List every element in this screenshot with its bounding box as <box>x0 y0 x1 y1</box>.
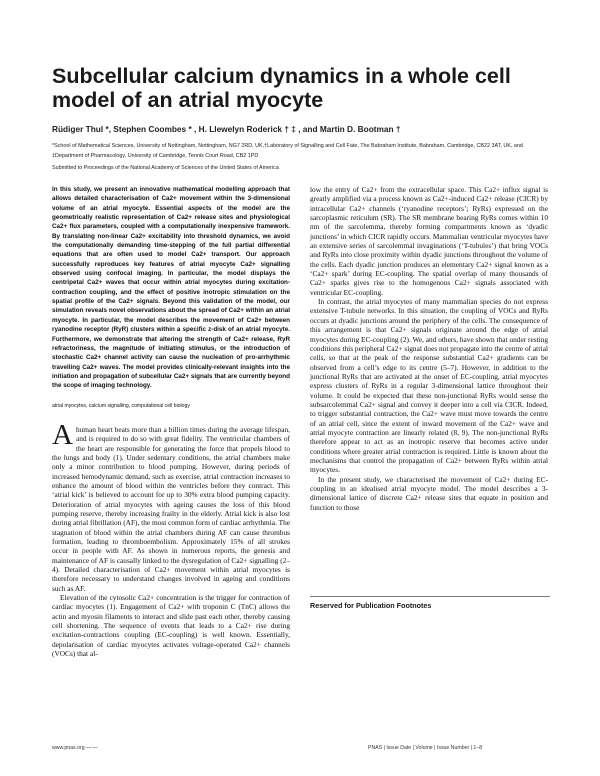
author-list: Rüdiger Thul *, Stephen Coombes * , H. Llewelyn Roderick † ‡ , and Martin D. Bootman † <box>52 124 401 134</box>
footer-right: PNAS | Issue Date | Volume | Issue Number | 1–8 <box>368 745 483 751</box>
abstract: In this study, we present an innovative mathematical modelling approach that allows detailed characterisation of Ca2+ movement within the 3-dimensional volume of an atrial myocyte. Essential aspects of the model are the geometrically realistic representation of Ca2+ release sites and physiological Ca2+ flux parameters, coupled with a computationally inexpensive framework. By translating non-linear Ca2+ excitability into threshold dynamics, we avoid the computationally demanding time-stepping of the full partial differential equations that are often used to model Ca2+ transport. Our approach successfully reproduces key features of atrial myocyte Ca2+ signalling observed using confocal imaging. In particular, the model displays the centripetal Ca2+ waves that occur within atrial myocytes during excitation-contraction coupling, and the effect of positive inotropic stimulation on the spatial profile of the Ca2+ signals. Beyond this validation of the model, our simulation reveals novel observations about the spread of Ca2+ within an atrial myocyte. In particular, the model describes the movement of Ca2+ between ryanodine receptor (RyR) clusters within a specific z-disk of an atrial myocyte. Furthermore, we demonstrate that altering the strength of Ca2+ release, RyR refractoriness, the magnitude of initiating stimulus, or the introduction of stochastic Ca2+ channel activity can cause the nucleation of pro-arrhythmic travelling Ca2+ waves. The model provides clinically-relevant insights into the initiation and propagation of subcellular Ca2+ signals that are currently beyond the scope of imaging technology. <box>52 186 290 390</box>
dropcap-letter: A <box>52 418 73 451</box>
footnote-divider <box>310 596 550 597</box>
affiliations: *School of Mathematical Sciences, University of Nottingham, Nottingham, NG7 2RD, UK,†Laboratory of Signalling and Cell Fate, The Babraham Institute, Babraham, Cambridge, CB22 3AT, UK, and ‡Department of Pharmacology, University of Cambridge, Tennis Court Road, CB2 1PD <box>52 143 523 159</box>
submission-note: Submitted to Proceedings of the National Academy of Sciences of the United States of America <box>52 165 279 171</box>
right-paragraph-2: In contrast, the atrial myocytes of many mammalian species do not express extensive T-tubule networks. In this situation, the coupling of VOCs and RyRs occurs at dyadic junctions around the periphery of the cells. The consequence of this arrangement is that Ca2+ signals originate around the edge of atrial myocytes during EC-coupling (2). We, and others, have shown that under resting conditions this peripheral Ca2+ signal does not propagate into the centre of atrial cells, so that at the peak of the response substantial Ca2+ gradients can be observed from a cell’s edge to its centre (5–7). However, in addition to the junctional RyRs that are activated at the onset of EC-coupling, atrial myocytes express clusters of RyRs in a regular 3-dimensional lattice throughout their volume. It could be expected that these non-junctional RyRs would sense the subsarcolemmal Ca2+ signal and convey it deeper into a cell via CICR. Indeed, to trigger substantial contraction, the Ca2+ wave must move towards the centre of an atrial cell, since the extent of inward movement of the Ca2+ wave and atrial myocyte contraction are linearly related (8, 9). The non-junctional RyRs therefore appear to act as an inotropic reserve that becomes active under conditions where greater atrial contraction is required. Little is known about the mechanisms that control the propagation of Ca2+ between RyRs within atrial myocytes. <box>310 297 548 475</box>
footer-left: www.pnas.org — — <box>52 745 98 751</box>
paper-title: Subcellular calcium dynamics in a whole cell model of an atrial myocyte <box>52 64 511 112</box>
intro-paragraph-1 <box>52 418 290 593</box>
right-column <box>310 185 548 512</box>
right-paragraph-3: In the present study, we characterised the movement of Ca2+ during EC-coupling in an idealised atrial myocyte model. The model describes a 3-dimensional lattice of discrete Ca2+ release sites that equate in position and function to those <box>310 474 548 512</box>
right-paragraph-1: low the entry of Ca2+ from the extracellular space. This Ca2+ influx signal is greatly amplified via a process known as Ca2+-induced Ca2+ release (CICR) by intracellular Ca2+ channels (‘ryanodine receptors’; RyRs) expressed on the sarcoplasmic reticulum (SR). The SR membrane bearing RyRs comes within 10 nm of the sarcolemma, thereby forming compartments known as ‘dyadic junctions’ in which CICR rapidly occurs. Mammalian ventricular myocytes have an extensive series of sarcolemmal invaginations (‘T-tubules’) that bring VOCs and RyRs into close proximity within dyadic junctions throughout the volume of the cells. Each dyadic junction produces an elementary Ca2+ signal known as a ‘Ca2+ spark’ during EC-coupling. The spatial overlap of many thousands of Ca2+ sparks gives rise to the homogenous Ca2+ signals associated with ventricular EC-coupling. <box>310 185 548 297</box>
left-column <box>52 185 290 659</box>
keywords: atrial myocytes, calcium signalling, computational cell biology <box>52 402 190 409</box>
intro-text-1: human heart beats more than a billion times during the average lifespan, and is required to do so with great fidelity. The ventricular chambers of the heart are responsible for generating the force that propels blood to the lungs and body (1). Under sedentary conditions, the atrial chambers make only a minor contribution to blood pumping. However, during periods of increased hemodynamic demand, such as exercise, atrial contraction increases to enhance the amount of blood within the ventricles before they contract. This ‘atrial kick’ is believed to account for up to 30% extra blood pumping capacity. Deterioration of atrial myocytes with ageing causes the loss of this blood pumping reserve, thereby increasing frailty in the elderly. Atrial kick is also lost during atrial fibrillation (AF), the most common form of cardiac arrhythmia. The stagnation of blood within the atrial chambers during AF can cause thrombus formation, leading to thromboembolism. Approximately 15% of all strokes occur in people with AF. As shown in numerous reports, the genesis and maintenance of AF is causally linked to the dysregulation of Ca2+ signalling (2–4). Detailed characterisation of Ca2+ movement within atrial myocytes is therefore necessary to understand changes involved in ageing and conditions such as AF. <box>52 424 290 593</box>
reserved-footnotes-heading: Reserved for Publication Footnotes <box>310 601 432 610</box>
intro-paragraph-2: Elevation of the cytosolic Ca2+ concentration is the trigger for contraction of cardiac myocytes (1). Engagement of Ca2+ with troponin C (TnC) allows the actin and myosin filaments to interact and slide past each other, thereby causing cell shortening. The sequence of events that leads to a Ca2+ rise during excitation-contractions coupling (EC-coupling) is well known. Essentially, depolarisation of cardiac myocytes activates voltage-operated Ca2+ channels (VOCs) that al- <box>52 593 290 659</box>
